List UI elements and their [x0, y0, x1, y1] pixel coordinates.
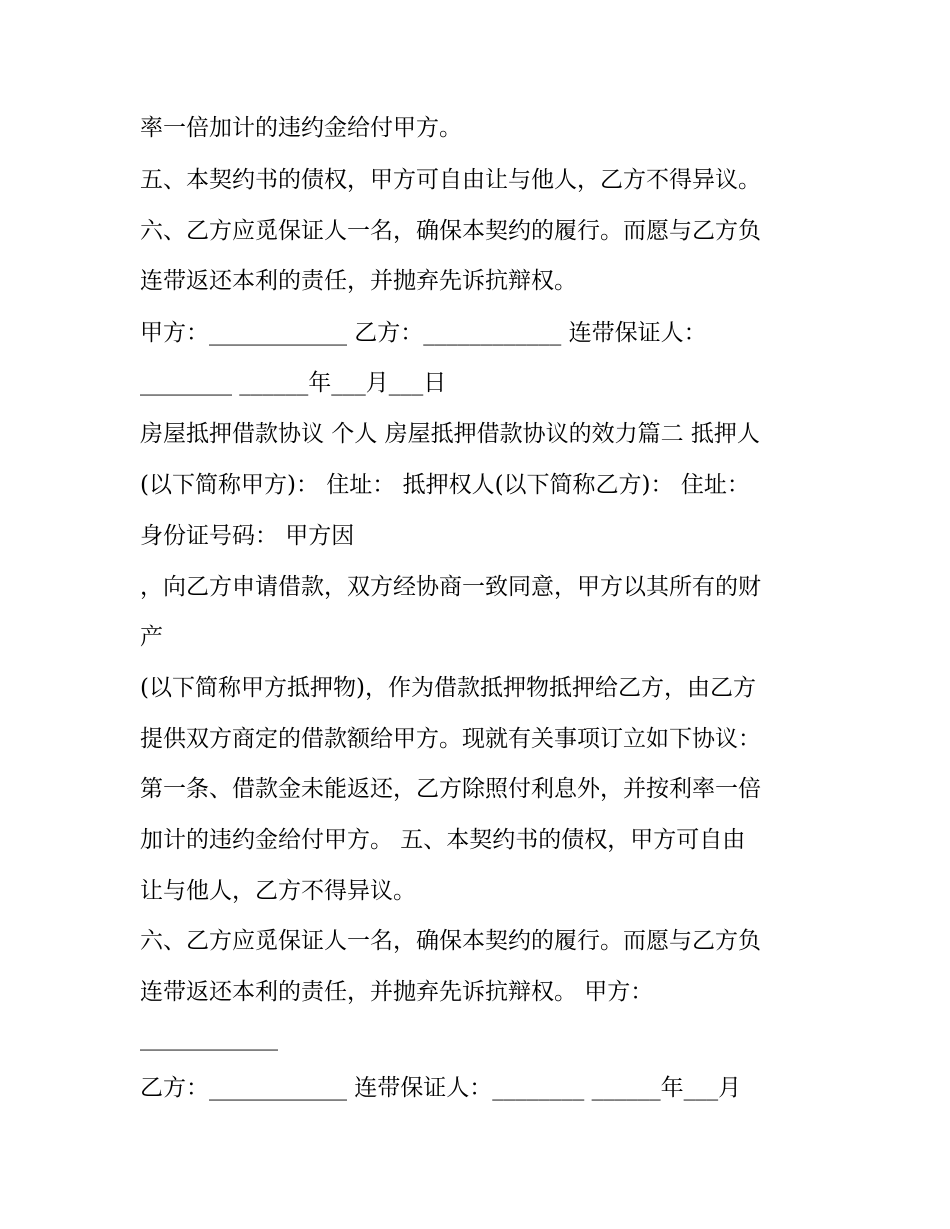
text-line: 让与他人，乙方不得异议。 — [140, 878, 416, 904]
section-title-line: 房屋抵押借款协议 个人 房屋抵押借款协议的效力篇二 抵押人 — [140, 421, 760, 447]
signature-blank-line: ____________ — [140, 1025, 278, 1051]
text-line: 五、本契约书的债权，甲方可自由让与他人，乙方不得异议。 — [140, 167, 761, 193]
text-line: 第一条、借款金未能返还，乙方除照付利息外，并按利率一倍 — [140, 776, 761, 802]
text-line: 提供双方商定的借款额给甲方。现就有关事项订立如下协议： — [140, 726, 761, 752]
text-line: 连带返还本利的责任，并抛弃先诉抗辩权。 甲方： — [140, 979, 654, 1005]
text-line: 产 — [140, 624, 163, 650]
text-line: 六、乙方应觅保证人一名，确保本契约的履行。而愿与乙方负 — [140, 218, 761, 244]
text-line: 加计的违约金给付甲方。 五、本契约书的债权，甲方可自由 — [140, 827, 746, 853]
text-line: (以下简称甲方抵押物)，作为借款抵押物抵押给乙方，由乙方 — [140, 675, 756, 701]
signature-line: 甲方：____________ 乙方：____________ 连带保证人： — [140, 320, 707, 346]
text-line: 六、乙方应觅保证人一名，确保本契约的履行。而愿与乙方负 — [140, 928, 761, 954]
signature-line: 乙方：____________ 连带保证人：________ ______年___月 — [140, 1075, 742, 1101]
text-line: 率一倍加计的违约金给付甲方。 — [140, 115, 462, 141]
text-line: ，向乙方申请借款，双方经协商一致同意，甲方以其所有的财 — [140, 574, 761, 600]
date-line: ________ ______年___月___日 — [140, 370, 447, 396]
text-line: 身份证号码： 甲方因 — [140, 523, 355, 549]
text-line: 连带返还本利的责任，并抛弃先诉抗辩权。 — [140, 268, 577, 294]
text-line: (以下简称甲方)： 住址： 抵押权人(以下简称乙方)： 住址： — [140, 472, 750, 498]
